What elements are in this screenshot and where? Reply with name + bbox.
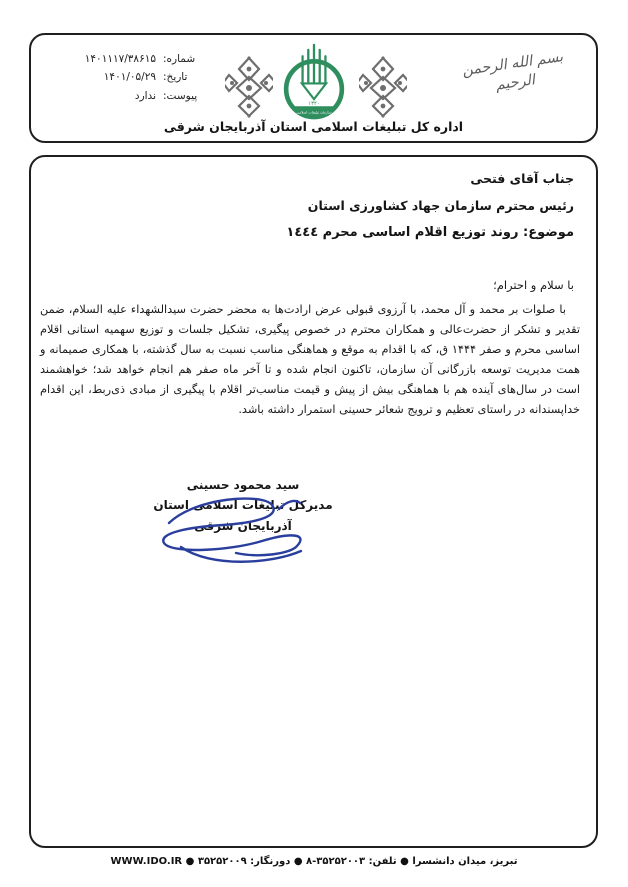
recipient-name: جناب آقای فتحی: [470, 171, 574, 186]
letter-meta-fields: [53, 50, 203, 105]
arabesque-ornament-icon: [359, 55, 407, 119]
letter-attachment-row: [53, 87, 203, 105]
letter-number-row: [53, 50, 203, 68]
islamic-propagation-org-logo-icon: [277, 42, 351, 122]
letter-attachment-value: ندارد: [134, 89, 156, 102]
letterhead: [29, 33, 598, 143]
letter-date-value: ۱۴۰۱/۰۵/۲۹: [103, 71, 156, 84]
signer-name: سید محمود حسینی: [186, 478, 300, 492]
recipient-title: رئیس محترم سازمان جهاد کشاورزی استان: [307, 198, 574, 213]
subject-line: موضوع: روند توزیع اقلام اساسی محرم ١٤٤٤: [286, 225, 574, 240]
letter-date-row: [53, 68, 203, 86]
letter-body-frame: [29, 155, 598, 848]
bismillah-calligraphy: بسم الله الرحمن الرحیم: [461, 49, 565, 94]
letter-number-value: ۱۴۰۱۱۱۷/۳۸۶۱۵: [84, 53, 156, 65]
seal-year: ۱۳۴۰: [307, 100, 320, 107]
footer-contact-line: تبریز، میدان دانشسرا ● تلفن: ۳۵۲۵۲۰۰۳-۸ ● دورنگار: ۳۵۲۵۲۰۰۹ ● WWW.IDO.IR: [110, 856, 518, 867]
letter-number-label: شماره:: [163, 53, 196, 65]
seal-text: سازمان تبلیغات اسلامی: [295, 110, 332, 115]
handwritten-signature-icon: [141, 489, 321, 573]
arabesque-ornament-icon: [225, 55, 273, 119]
signer-title: مدیرکل تبلیغات اسلامی استان آذربایجان شرقی: [153, 498, 333, 533]
letter-date-label: تاریخ:: [163, 71, 188, 84]
letter-body-text: با صلوات بر محمد و آل محمد، با آرزوی قبولی عرض ارادت‌ها به محضر حضرت سیدالشهداء علیه السلام، ضمن تقدیر و تشکر از حضرت‌عالی و همکاران محترم در خصوص پیگیری، تشکیل جلسات و توزیع سهمیه استانی اقلام اساسی محرم و صفر ۱۴۴۴ ق، که با اقدام به موقع و هماهنگی مناسب نسبت به سال گذشته، با همکاری صمیمانه و همت مدیریت توسعه بازرگانی آن سازمان، تاکنون انجام شده و تا آخر ماه صفر هم انجام خواهد شد؛ خواهشمند است در سال‌های آینده هم با هماهنگی بیش از پیش و قیمت مناسب‌تر اقلام با پیگیری از مبادی ذی‌ربط، این اقدام خداپسندانه در راستای تعظیم و ترویج شعائر حسینی استمرار داشته باشد.: [40, 303, 581, 416]
letter-attachment-label: پیوست:: [163, 89, 198, 102]
salutation: با سلام و احترام؛: [493, 278, 574, 292]
organization-name: اداره کل تبلیغات اسلامی استان آذربایجان شرقی: [163, 119, 464, 134]
